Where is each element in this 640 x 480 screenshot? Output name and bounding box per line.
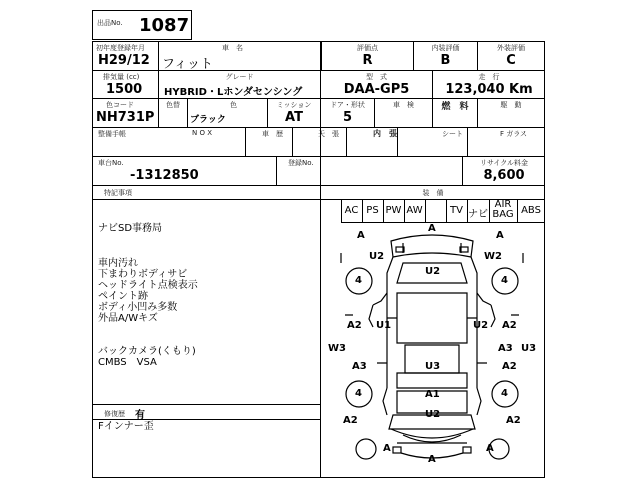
f-glass-label: F ガラス [500, 130, 528, 138]
mission-value: AT [285, 110, 303, 125]
damage-marks [321, 223, 544, 477]
repair-label: 修復歴 [104, 410, 125, 418]
roof-label: 天 張 [318, 130, 339, 138]
equipment-ac: AC [344, 205, 359, 216]
repair-detail: Fインナー歪 [98, 421, 154, 432]
doors-label: ドア・形状 [330, 101, 365, 109]
type-label: 型 式 [366, 73, 387, 81]
damage-mark: 4 [501, 388, 508, 399]
color-code-label: 色コード [106, 101, 134, 109]
color-change-label: 色替 [166, 101, 180, 109]
color-code-value: NH731P [96, 110, 155, 125]
mission-label: ミッション [276, 101, 312, 109]
exterior-score-value: C [506, 53, 516, 68]
inspection-label: 車 検 [393, 101, 414, 109]
notes-label: 特記事項 [104, 189, 132, 197]
type-value: DAA-GP5 [343, 82, 410, 97]
notes-line: ボディ小凹み多数 [98, 302, 178, 313]
damage-mark: U1 [376, 320, 392, 331]
doors-value: 5 [342, 110, 353, 125]
damage-mark: A [428, 454, 436, 465]
displacement-label: 排気量 (cc) [103, 73, 140, 81]
recycle-label: リサイクル料金 [479, 159, 529, 167]
damage-mark: 4 [501, 275, 508, 286]
lot-number-label: 出品No. [97, 19, 123, 27]
grade-value: HYBRID・Lホンダセンシング [164, 87, 303, 98]
notes-line: ナビSD事務局 [98, 223, 163, 234]
damage-mark: A1 [425, 389, 440, 400]
damage-mark: U2 [425, 266, 441, 277]
notes-line: 外品A/Wキズ [98, 313, 158, 324]
notes-line: 下まわりボディサビ [98, 269, 188, 280]
seat-label: シート [442, 130, 463, 138]
nox-label: N O X [192, 129, 212, 137]
color-label: 色 [230, 101, 237, 109]
equipment-aw: AW [406, 205, 423, 216]
notes-line: CMBS VSA [98, 357, 157, 368]
repair-value: 有 [135, 410, 145, 421]
chassis-value: -1312850 [130, 168, 199, 183]
lot-number: 1087 [139, 15, 190, 36]
damage-mark: A2 [506, 415, 521, 426]
damage-mark: U2 [369, 251, 385, 262]
equipment-label: 装 備 [422, 189, 444, 197]
damage-mark: A [496, 230, 504, 241]
interior-trim-label: 内 張 [373, 129, 397, 138]
damage-mark: 4 [355, 388, 362, 399]
damage-mark: A2 [502, 361, 517, 372]
manual-label: 整備手帳 [98, 130, 126, 138]
damage-mark: A2 [347, 320, 362, 331]
model-value: フィット [162, 57, 213, 72]
damage-mark: A2 [343, 415, 358, 426]
damage-mark: A3 [498, 343, 513, 354]
damage-mark: A [383, 443, 391, 454]
notes-line: ペイント跡 [98, 291, 148, 302]
score-label: 評価点 [357, 44, 378, 52]
registration-label: 登録No. [288, 159, 314, 167]
lot-number-box [92, 10, 192, 40]
first-reg-value: H29/12 [98, 53, 150, 68]
exterior-score-label: 外装評価 [497, 44, 525, 52]
mileage-value: 123,040 Km [445, 82, 533, 97]
fuel-label: 燃 料 [441, 102, 469, 112]
color-value: ブラック [190, 115, 226, 125]
history-label: 車 歴 [262, 130, 283, 138]
damage-mark: U3 [425, 361, 441, 372]
notes-line: バックカメラ(くもり) [98, 346, 196, 357]
chassis-label: 車台No. [98, 159, 124, 167]
damage-mark: U2 [473, 320, 489, 331]
first-reg-label: 初年度登録年月 [96, 44, 145, 52]
equipment-abs: ABS [521, 205, 541, 216]
equipment-navi: ナビ [468, 209, 488, 220]
equipment-pw: PW [385, 205, 402, 216]
notes-line: ヘッドライト点検表示 [98, 280, 198, 291]
drive-label: 駆 動 [500, 101, 522, 109]
equipment-ps: PS [366, 205, 379, 216]
damage-mark: A [357, 230, 365, 241]
interior-score-label: 内装評価 [431, 44, 460, 52]
grade-label: グレード [225, 73, 254, 81]
equipment-tv: TV [450, 205, 463, 216]
damage-mark: W3 [328, 343, 346, 354]
model-label: 車 名 [222, 44, 243, 52]
damage-mark: A2 [502, 320, 517, 331]
recycle-value: 8,600 [483, 168, 525, 183]
interior-score-value: B [440, 53, 451, 68]
displacement-value: 1500 [106, 82, 143, 97]
damage-mark: A [428, 223, 436, 234]
score-value: R [362, 53, 373, 68]
damage-mark: 4 [355, 275, 362, 286]
notes-line: 車内汚れ [98, 258, 138, 269]
damage-mark: W2 [484, 251, 502, 262]
damage-mark: U3 [521, 343, 537, 354]
damage-mark: U2 [425, 409, 441, 420]
mileage-label: 走 行 [478, 73, 500, 81]
damage-mark: A3 [352, 361, 367, 372]
damage-mark: A [486, 443, 494, 454]
equipment-airbag: AIR BAG [492, 199, 514, 220]
